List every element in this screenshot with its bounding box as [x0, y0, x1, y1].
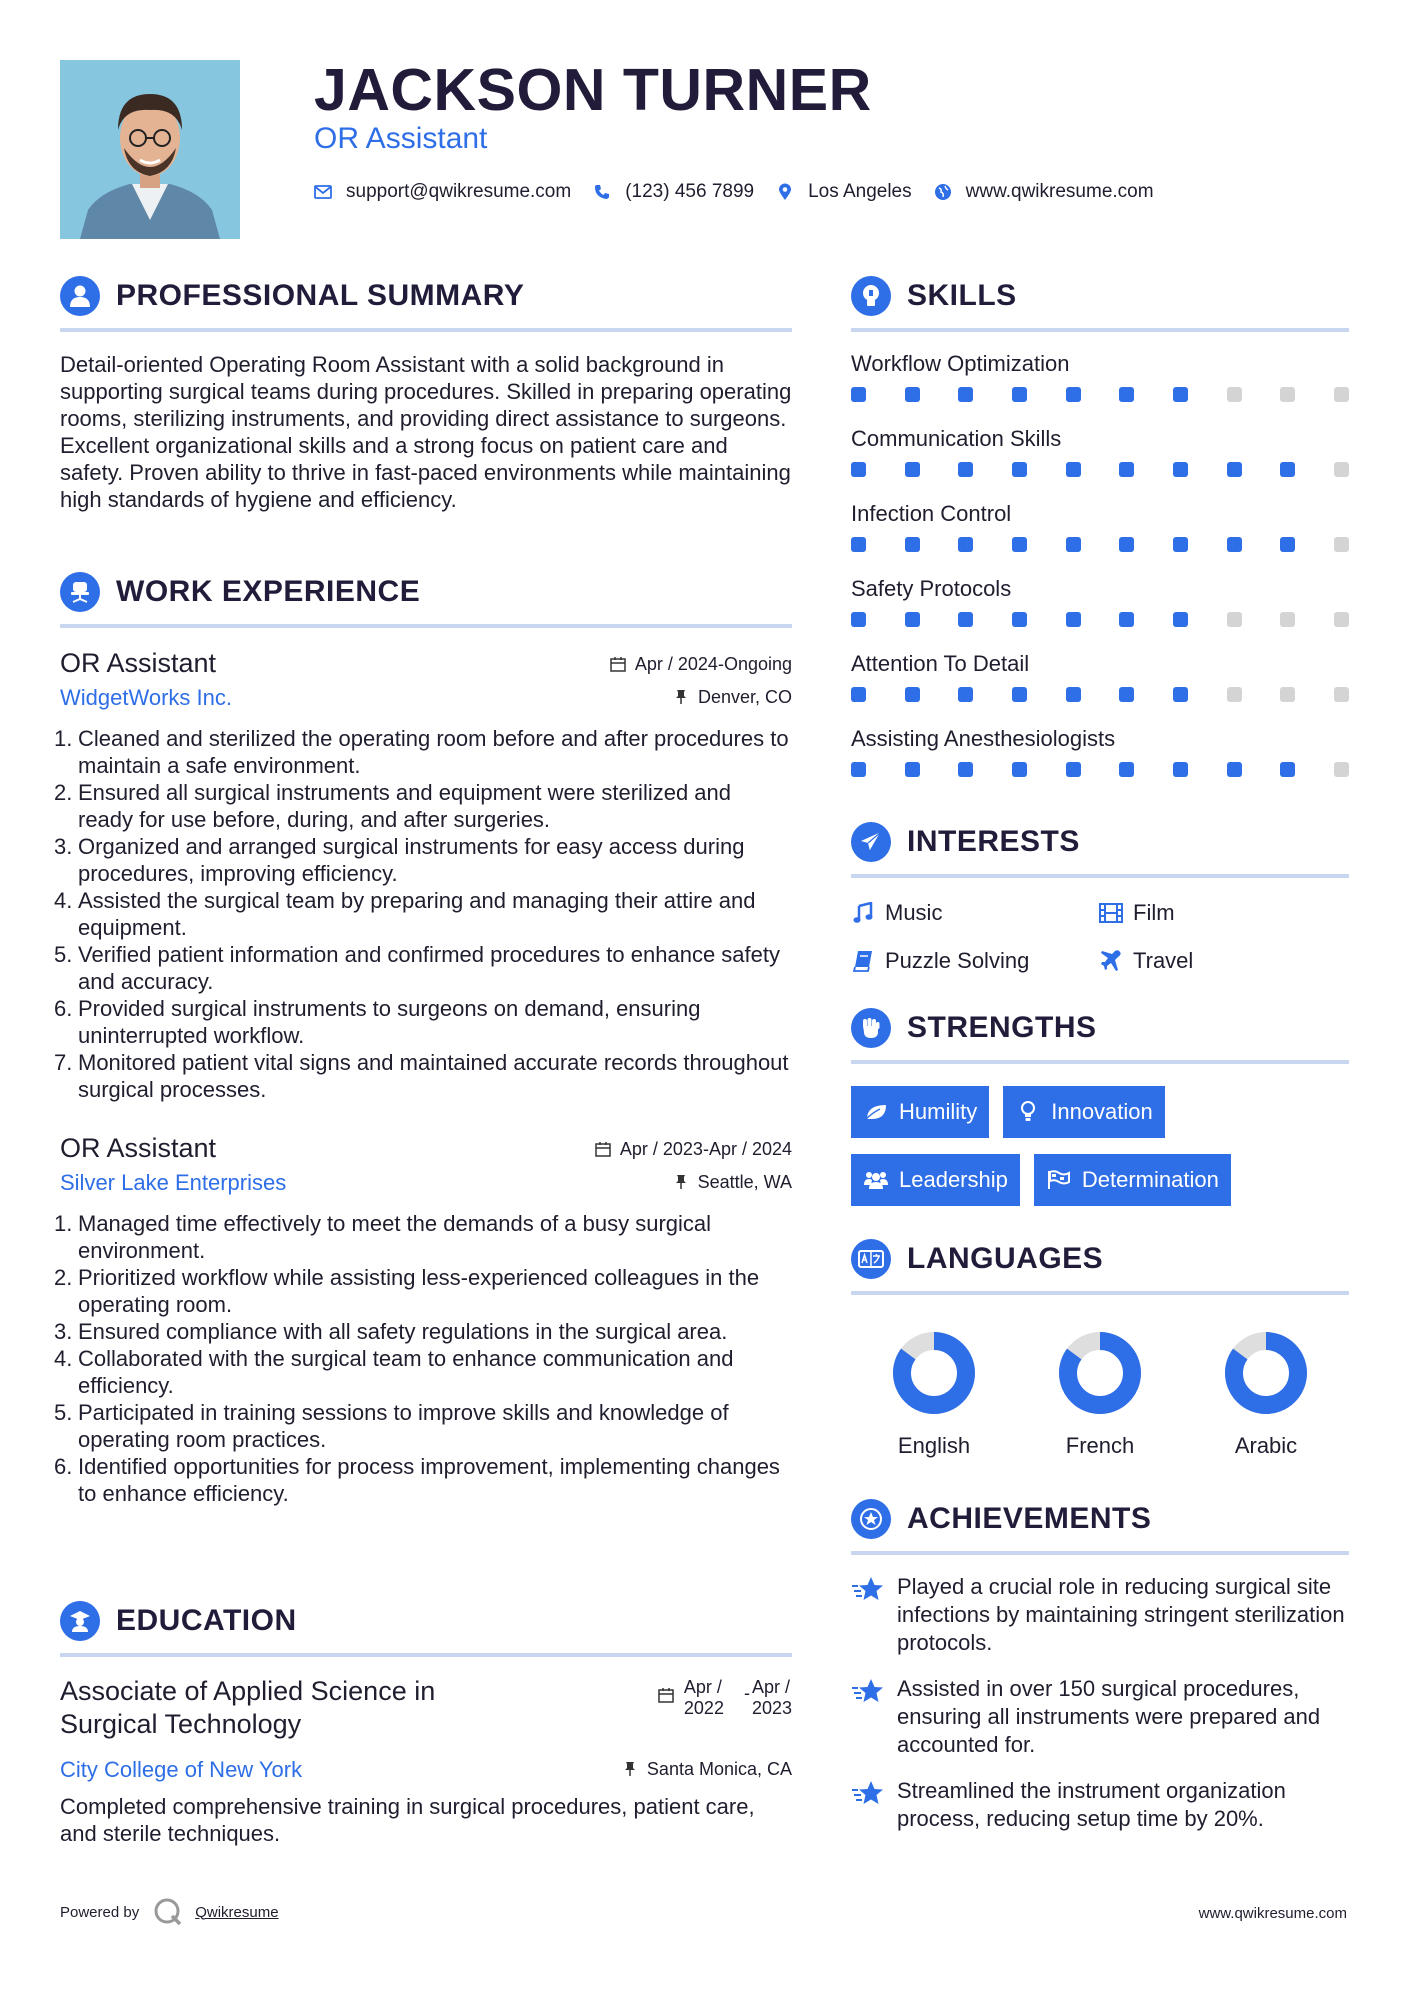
list-item: 3. Organized and arranged surgical instruments for easy access during procedures, improving efficiency. — [54, 834, 745, 886]
end-year: 2023 — [751, 1698, 792, 1718]
list-item: 6. Provided surgical instruments to surgeons on demand, ensuring uninterrupted workflow. — [54, 996, 701, 1048]
list-item: 4. Collaborated with the surgical team to enhance communication and efficiency. — [54, 1346, 734, 1398]
rating-dot-filled — [905, 612, 920, 627]
footer-site-link[interactable]: www.qwikresume.com — [1198, 1905, 1347, 1922]
education-dates — [658, 1677, 792, 1719]
start-year: 2022 — [683, 1698, 724, 1718]
section-divider — [851, 1291, 1349, 1295]
contact-email-text: support@qwikresume.com — [346, 181, 572, 202]
section-divider — [851, 328, 1349, 332]
star-icon — [851, 1677, 885, 1707]
map-pin-icon — [776, 183, 794, 201]
book-icon — [851, 949, 875, 973]
rating-dot-filled — [1066, 462, 1081, 477]
achievement-item: Assisted in over 150 surgical procedures, ensuring all instruments were prepared and accounted for. — [851, 1675, 1349, 1759]
powered-by-text: Powered by — [60, 1903, 140, 1921]
rating-dot-filled — [1119, 612, 1134, 627]
interests-title: INTERESTS — [907, 825, 1080, 858]
skill-name: Assisting Anesthesiologists — [851, 726, 1116, 751]
skill-rating — [851, 460, 1349, 478]
lightbulb-icon — [1015, 1100, 1041, 1124]
skills-list — [851, 349, 1349, 778]
rating-dot-filled — [1012, 762, 1027, 777]
rating-dot-filled — [1173, 762, 1188, 777]
summary-text: Detail-oriented Operating Room Assistant with a solid background in supporting surgical teams during procedures. Skilled in preparing operating rooms, sterilizing instruments, and providing direct assistance to surgeons. Excellent organizational skills and a strong focus on patient care and safety. Proven ability to thrive in fast-paced environments while maintaining high standards of hygiene and efficiency. — [60, 352, 792, 512]
contact-location — [776, 181, 912, 203]
rating-dot-empty — [1334, 687, 1349, 702]
rating-dot-filled — [1012, 387, 1027, 402]
candidate-name: JACKSON TURNER — [314, 57, 872, 123]
language-item: French — [1017, 1329, 1183, 1459]
list-item: 1. Managed time effectively to meet the demands of a busy surgical environment. — [54, 1211, 712, 1263]
rating-dot-filled — [1119, 387, 1134, 402]
rating-dot-filled — [1066, 762, 1081, 777]
rating-dot-filled — [1173, 462, 1188, 477]
envelope-icon — [314, 183, 332, 201]
education-title: EDUCATION — [116, 1604, 297, 1637]
section-divider — [851, 1060, 1349, 1064]
languages-section — [851, 1237, 1349, 1459]
experience-title: WORK EXPERIENCE — [116, 575, 421, 608]
list-item: 7. Monitored patient vital signs and maintained accurate records throughout surgical processes. — [54, 1050, 789, 1102]
skill-name: Workflow Optimization — [851, 351, 1070, 376]
list-item: 2. Prioritized workflow while assisting less-experienced colleagues in the operating room. — [54, 1265, 760, 1317]
rating-dot-empty — [1227, 387, 1242, 402]
job-bullets — [54, 1210, 792, 1507]
strength-tag: Leadership — [851, 1154, 1020, 1206]
rating-dot-empty — [1334, 612, 1349, 627]
skill-rating — [851, 535, 1349, 553]
rating-dot-filled — [1280, 462, 1295, 477]
rating-dot-filled — [1227, 537, 1242, 552]
leaf-icon — [863, 1100, 889, 1124]
list-item: 4. Assisted the surgical team by preparing and managing their attire and equipment. — [54, 888, 756, 940]
rating-dot-filled — [905, 462, 920, 477]
company-name: WidgetWorks Inc. — [60, 685, 232, 710]
degree-title: Associate of Applied Science in Surgical Technology — [60, 1676, 436, 1739]
film-icon — [1099, 901, 1123, 925]
rating-dot-filled — [851, 687, 866, 702]
interest-item: Puzzle Solving — [851, 946, 1099, 976]
skill-rating — [851, 610, 1349, 628]
rating-dot-filled — [905, 387, 920, 402]
rating-dot-empty — [1280, 687, 1295, 702]
skills-title: SKILLS — [907, 279, 1017, 312]
rating-dot-filled — [1066, 687, 1081, 702]
rating-dot-filled — [905, 762, 920, 777]
rating-dot-filled — [1227, 762, 1242, 777]
languages-title: LANGUAGES — [907, 1242, 1104, 1275]
rating-dot-filled — [851, 612, 866, 627]
rating-dot-filled — [958, 687, 973, 702]
plane-icon — [1099, 949, 1123, 973]
pushpin-icon — [672, 688, 690, 706]
skill-rating — [851, 385, 1349, 403]
start-month: Apr / — [683, 1677, 722, 1697]
strengths-title: STRENGTHS — [907, 1011, 1097, 1044]
candidate-role: OR Assistant — [314, 122, 488, 155]
job-title: OR Assistant — [60, 1133, 217, 1163]
rating-dot-empty — [1280, 387, 1295, 402]
job-entry — [54, 648, 792, 1103]
rating-dot-filled — [905, 687, 920, 702]
rating-dot-filled — [1280, 537, 1295, 552]
rating-dot-filled — [851, 537, 866, 552]
rating-dot-filled — [1012, 687, 1027, 702]
brand-link[interactable]: Qwikresume — [195, 1903, 279, 1921]
job-dates — [609, 654, 792, 675]
company-name: Silver Lake Enterprises — [60, 1170, 287, 1195]
section-divider — [851, 1551, 1349, 1555]
list-item: 1. Cleaned and sterilized the operating room before and after procedures to maintain a safe environment. — [54, 726, 789, 778]
globe-icon — [934, 183, 952, 201]
rating-dot-filled — [1012, 612, 1027, 627]
rating-dot-filled — [1280, 762, 1295, 777]
rating-dot-filled — [1066, 537, 1081, 552]
rating-dot-filled — [905, 537, 920, 552]
contact-bar — [314, 178, 1176, 206]
education-section — [60, 1599, 792, 1847]
section-divider — [60, 624, 792, 628]
rating-dot-filled — [1119, 462, 1134, 477]
graduate-icon — [60, 1601, 100, 1641]
rating-dot-filled — [1173, 687, 1188, 702]
languages-list — [851, 1329, 1349, 1459]
rating-dot-filled — [1173, 387, 1188, 402]
rating-dot-filled — [1119, 537, 1134, 552]
profile-photo — [60, 60, 240, 239]
rating-dot-filled — [1066, 387, 1081, 402]
skill-rating — [851, 685, 1349, 703]
language-donut — [1056, 1329, 1144, 1417]
interests-section — [851, 820, 1349, 976]
achievements-title: ACHIEVEMENTS — [907, 1502, 1152, 1535]
strength-tag: Innovation — [1003, 1086, 1165, 1138]
skill-name: Communication Skills — [851, 426, 1062, 451]
skill-name: Safety Protocols — [851, 576, 1012, 601]
contact-website[interactable] — [934, 181, 1154, 203]
strengths-section — [851, 1006, 1349, 1222]
paper-plane-icon — [851, 822, 891, 862]
rating-dot-filled — [1173, 612, 1188, 627]
rating-dot-empty — [1227, 612, 1242, 627]
summary-section — [60, 274, 792, 513]
flag-icon — [1046, 1168, 1072, 1192]
rating-dot-empty — [1334, 762, 1349, 777]
skill-name: Attention To Detail — [851, 651, 1030, 676]
language-item: Arabic — [1183, 1329, 1349, 1459]
rating-dot-filled — [958, 762, 973, 777]
job-entry — [54, 1133, 792, 1507]
rating-dot-empty — [1334, 462, 1349, 477]
interests-list — [851, 898, 1349, 976]
experience-section — [54, 570, 792, 1507]
school-name: City College of New York — [60, 1757, 303, 1782]
rating-dot-filled — [1066, 612, 1081, 627]
rating-dot-filled — [1012, 462, 1027, 477]
calendar-icon — [594, 1140, 612, 1158]
rating-dot-filled — [1119, 687, 1134, 702]
rating-dot-filled — [958, 612, 973, 627]
school-location-text: Santa Monica, CA — [646, 1758, 792, 1779]
job-bullets — [54, 725, 792, 1103]
education-entry — [60, 1675, 792, 1751]
section-divider — [60, 1653, 792, 1657]
language-item: English — [851, 1329, 1017, 1459]
users-icon — [863, 1168, 889, 1192]
rating-dot-empty — [1280, 612, 1295, 627]
job-dates — [594, 1139, 792, 1160]
interest-item: Music — [851, 898, 1099, 928]
rating-dot-filled — [958, 537, 973, 552]
achievement-item: Streamlined the instrument organization process, reducing setup time by 20%. — [851, 1777, 1349, 1833]
job-location-text: Seattle, WA — [697, 1171, 792, 1192]
interest-item: Film — [1099, 898, 1349, 928]
lightbulb-icon — [851, 276, 891, 316]
job-location — [672, 1172, 792, 1193]
job-dates-text: Apr / 2024-Ongoing — [634, 653, 792, 674]
education-text: Completed comprehensive training in surgical procedures, patient care, and sterile techniques. — [60, 1794, 755, 1846]
phone-icon — [593, 183, 611, 201]
contact-location-text: Los Angeles — [808, 181, 912, 202]
interest-item: Travel — [1099, 946, 1349, 976]
fist-icon — [851, 1008, 891, 1048]
achievements-section — [851, 1497, 1349, 1833]
job-location — [672, 687, 792, 708]
star-icon — [851, 1779, 885, 1809]
footer-powered-by — [60, 1897, 279, 1927]
rating-dot-filled — [958, 387, 973, 402]
rating-dot-empty — [1334, 537, 1349, 552]
list-item: 2. Ensured all surgical instruments and equipment were sterilized and ready for use before, during, and after surgeries. — [54, 780, 732, 832]
rating-dot-filled — [1012, 537, 1027, 552]
list-item: 6. Identified opportunities for process improvement, implementing changes to enhance efficiency. — [54, 1454, 780, 1506]
contact-email[interactable] — [314, 181, 571, 203]
pushpin-icon — [672, 1173, 690, 1191]
pushpin-icon — [621, 1760, 639, 1778]
section-divider — [60, 328, 792, 332]
user-icon — [60, 276, 100, 316]
strength-tag: Humility — [851, 1086, 989, 1138]
music-icon — [851, 901, 875, 925]
skill-rating — [851, 760, 1349, 778]
calendar-icon — [609, 655, 627, 673]
rating-dot-empty — [1334, 387, 1349, 402]
strengths-list — [851, 1086, 1349, 1222]
achievement-item: Played a crucial role in reducing surgical site infections by maintaining stringent sterilization protocols. — [851, 1573, 1349, 1657]
rating-dot-filled — [1119, 762, 1134, 777]
skill-name: Infection Control — [851, 501, 1012, 526]
rating-dot-filled — [958, 462, 973, 477]
language-icon — [851, 1239, 891, 1279]
summary-title: PROFESSIONAL SUMMARY — [116, 279, 525, 312]
contact-phone-text: (123) 456 7899 — [625, 181, 755, 202]
rating-dot-filled — [1173, 537, 1188, 552]
rating-dot-filled — [1227, 462, 1242, 477]
rating-dot-filled — [851, 762, 866, 777]
list-item: 5. Verified patient information and confirmed procedures to enhance safety and accuracy. — [54, 942, 780, 994]
language-donut — [1222, 1329, 1310, 1417]
job-title: OR Assistant — [60, 648, 217, 678]
rating-dot-filled — [851, 387, 866, 402]
rating-dot-filled — [851, 462, 866, 477]
list-item: 5. Participated in training sessions to improve skills and knowledge of operating room practices. — [54, 1400, 729, 1452]
qwikresume-logo-icon — [153, 1897, 183, 1927]
contact-phone[interactable] — [593, 181, 754, 203]
strength-tag: Determination — [1034, 1154, 1231, 1206]
date-separator: - — [743, 1683, 750, 1703]
end-month: Apr / — [751, 1677, 790, 1697]
office-chair-icon — [60, 572, 100, 612]
achievements-list — [851, 1573, 1349, 1833]
contact-website-text: www.qwikresume.com — [965, 181, 1154, 202]
language-donut — [890, 1329, 978, 1417]
list-item: 3. Ensured compliance with all safety regulations in the surgical area. — [54, 1319, 728, 1344]
rating-dot-empty — [1227, 687, 1242, 702]
job-dates-text: Apr / 2023-Apr / 2024 — [619, 1138, 792, 1159]
school-location — [621, 1759, 792, 1780]
job-location-text: Denver, CO — [697, 686, 792, 707]
star-badge-icon — [851, 1499, 891, 1539]
calendar-icon — [658, 1687, 676, 1705]
skills-section — [851, 274, 1349, 799]
star-icon — [851, 1575, 885, 1605]
section-divider — [851, 874, 1349, 878]
